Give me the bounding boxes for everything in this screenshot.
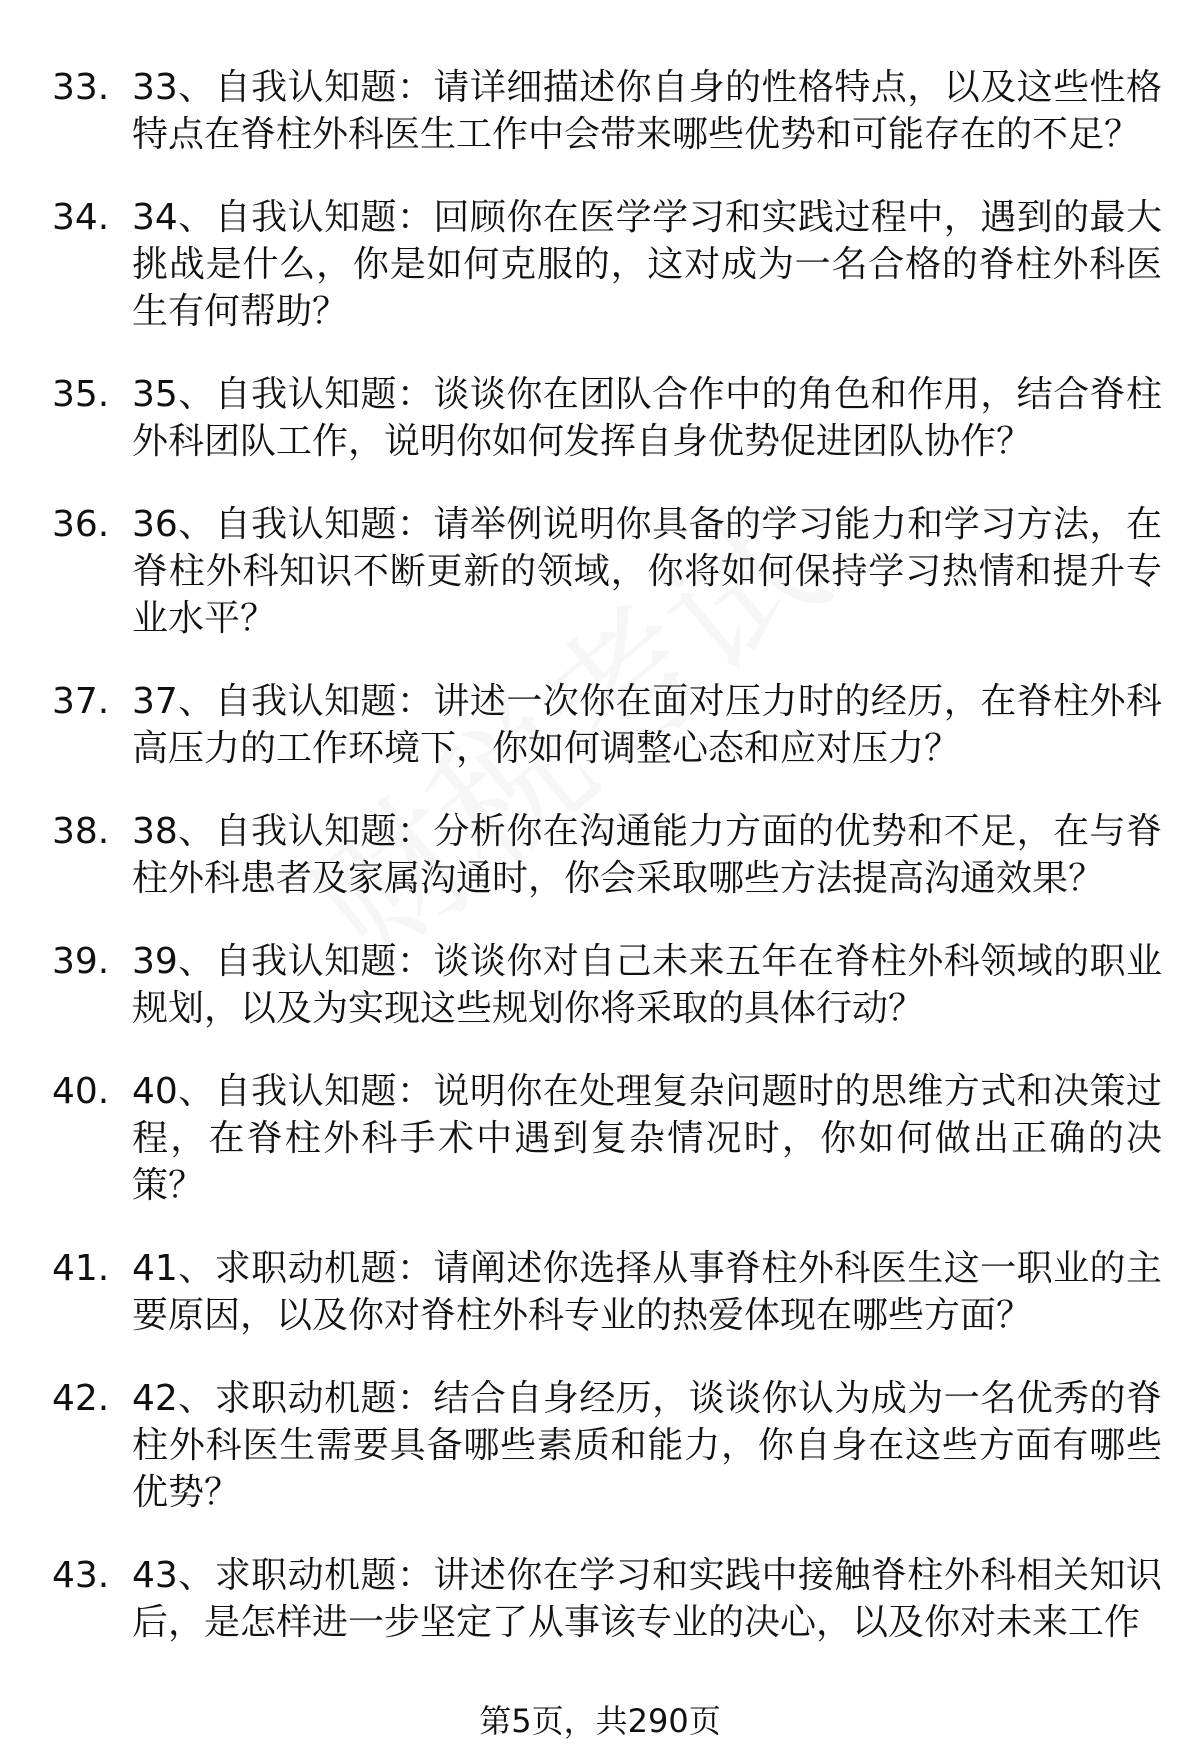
item-number: 35. <box>52 374 110 415</box>
question-item <box>52 371 1164 465</box>
question-item <box>52 194 1164 335</box>
item-number: 41. <box>52 1248 110 1289</box>
question-text: 34、自我认知题：回顾你在医学学习和实践过程中，遇到的最大挑战是什么，你是如何克服的，这对成为一名合格的脊柱外科医生有何帮助？ <box>132 197 1162 332</box>
question-text: 41、求职动机题：请阐述你选择从事脊柱外科医生这一职业的主要原因，以及你对脊柱外科专业的热爱体现在哪些方面？ <box>132 1248 1162 1336</box>
item-number: 40. <box>52 1071 110 1112</box>
item-number: 37. <box>52 681 110 722</box>
question-text: 37、自我认知题：讲述一次你在面对压力时的经历，在脊柱外科高压力的工作环境下，你如何调整心态和应对压力？ <box>132 681 1162 769</box>
item-number: 33. <box>52 67 110 108</box>
question-item <box>52 501 1164 642</box>
question-text: 38、自我认知题：分析你在沟通能力方面的优势和不足，在与脊柱外科患者及家属沟通时，你会采取哪些方法提高沟通效果？ <box>132 811 1162 899</box>
question-list <box>52 64 1164 1682</box>
question-text: 36、自我认知题：请举例说明你具备的学习能力和学习方法，在脊柱外科知识不断更新的领域，你将如何保持学习热情和提升专业水平？ <box>132 504 1162 639</box>
item-number: 43. <box>52 1555 110 1596</box>
question-text: 35、自我认知题：谈谈你在团队合作中的角色和作用，结合脊柱外科团队工作，说明你如何发挥自身优势促进团队协作？ <box>132 374 1162 462</box>
question-item <box>52 1375 1164 1516</box>
item-number: 38. <box>52 811 110 852</box>
question-text: 40、自我认知题：说明你在处理复杂问题时的思维方式和决策过程，在脊柱外科手术中遇到复杂情况时，你如何做出正确的决策？ <box>132 1071 1162 1206</box>
question-item <box>52 1245 1164 1339</box>
question-item <box>52 1552 1164 1646</box>
item-number: 36. <box>52 504 110 545</box>
question-item <box>52 678 1164 772</box>
item-number: 34. <box>52 197 110 238</box>
question-item <box>52 938 1164 1032</box>
question-item <box>52 1068 1164 1209</box>
page-footer: 第5页，共290页 <box>479 1702 721 1740</box>
question-text: 39、自我认知题：谈谈你对自己未来五年在脊柱外科领域的职业规划，以及为实现这些规划你将采取的具体行动？ <box>132 941 1162 1029</box>
item-number: 39. <box>52 941 110 982</box>
question-text: 33、自我认知题：请详细描述你自身的性格特点，以及这些性格特点在脊柱外科医生工作中会带来哪些优势和可能存在的不足？ <box>132 67 1162 155</box>
item-number: 42. <box>52 1378 110 1419</box>
question-text: 43、求职动机题：讲述你在学习和实践中接触脊柱外科相关知识后，是怎样进一步坚定了从事该专业的决心，以及你对未来工作 <box>132 1555 1162 1643</box>
question-item <box>52 64 1164 158</box>
question-text: 42、求职动机题：结合自身经历，谈谈你认为成为一名优秀的脊柱外科医生需要具备哪些素质和能力，你自身在这些方面有哪些优势？ <box>132 1378 1162 1513</box>
question-item <box>52 808 1164 902</box>
